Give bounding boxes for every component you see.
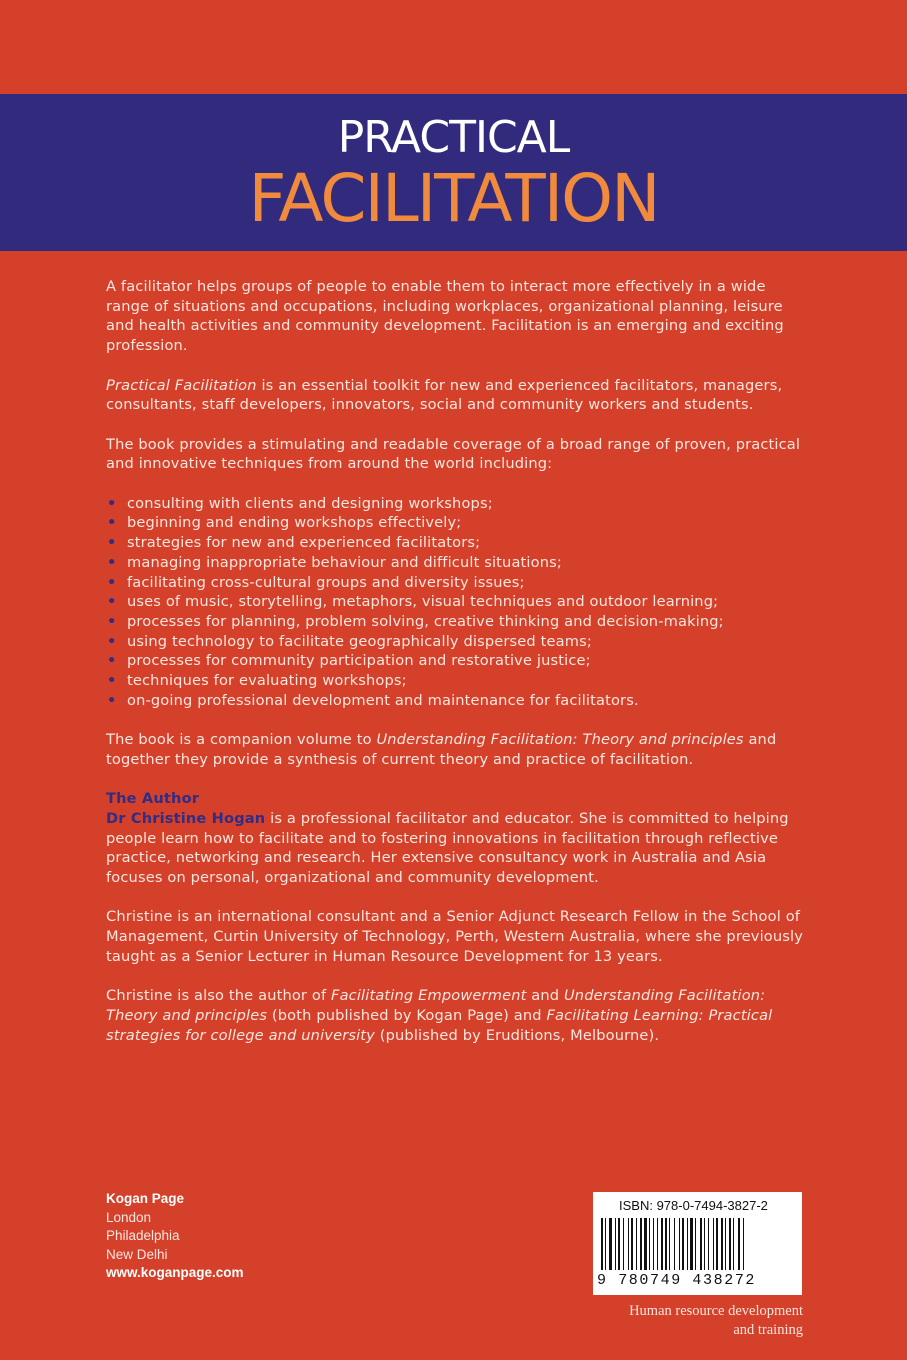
list-item: • processes for community participation and restorative justice; xyxy=(107,652,591,670)
barcode-bar xyxy=(733,1218,734,1270)
barcode-bar xyxy=(743,1218,744,1270)
barcode-bar xyxy=(725,1218,726,1270)
barcode-bar xyxy=(716,1218,718,1270)
barcode-bar xyxy=(623,1218,624,1270)
subject-category: Human resource development and training xyxy=(629,1303,803,1338)
list-item: • using technology to facilitate geographically dispersed teams; xyxy=(107,632,592,650)
barcode-bar xyxy=(713,1218,714,1270)
coverage-paragraph: The book provides a stimulating and readable coverage of a broad range of proven, practical and innovative techniques from around the world including: xyxy=(106,435,801,473)
list-item: • consulting with clients and designing workshops; xyxy=(107,494,493,512)
barcode-bar xyxy=(615,1218,616,1270)
author-heading: The Author xyxy=(106,790,200,808)
list-item: • managing inappropriate behaviour and difficult situations; xyxy=(107,553,562,571)
toolkit-paragraph: Practical Facilitation is an essential toolkit for new and experienced facilitators, managers, consultants, staff developers, innovators, social and community workers and students. xyxy=(106,376,783,414)
barcode-bar xyxy=(605,1218,606,1270)
publisher-city: New Delhi xyxy=(106,1246,168,1262)
barcode-bar xyxy=(661,1218,663,1270)
bullet-icon: • xyxy=(107,553,117,571)
barcode-bar xyxy=(687,1218,688,1270)
list-item: • strategies for new and experienced facilitators; xyxy=(107,534,481,552)
barcode-digits: 9 780749 438272 xyxy=(597,1272,757,1289)
intro-paragraph: A facilitator helps groups of people to enable them to interact more effectively in a wide range of situations and occupations, including workplaces, organizational planning, leisure and health activities and community development. Facilitation is an emerging and exciting profession. xyxy=(106,278,784,355)
barcode-bar xyxy=(704,1218,705,1270)
list-item: • techniques for evaluating workshops; xyxy=(107,672,407,690)
list-item: • beginning and ending workshops effectively; xyxy=(107,514,462,532)
bullet-icon: • xyxy=(107,593,117,611)
bullet-icon: • xyxy=(107,573,117,591)
technique-list xyxy=(106,494,806,711)
barcode-bar xyxy=(653,1218,654,1270)
barcode-bar xyxy=(665,1218,667,1270)
companion-paragraph: The book is a companion volume to Understanding Facilitation: Theory and principles and together they provide a synthesis of current theory and practice of facilitation. xyxy=(106,731,777,768)
barcode-bar xyxy=(618,1218,620,1270)
barcode-bar xyxy=(729,1218,731,1270)
author-books-paragraph: Christine is also the author of Facilitating Empowerment and Understanding Facilitation: Theory and principles (both published by Kogan Page) and Facilitating Learning: Practical strategies for college and university (published by Eruditions, Melbourne). xyxy=(106,987,773,1044)
author-bio: Dr Christine Hogan is a professional facilitator and educator. She is committed to helping people learn how to facilitate and to fostering innovations in facilitation through reflective practice, networking and research. Her extensive consultancy work in Australia and Asia focuses on personal, organizational and community development. xyxy=(106,809,789,887)
book-title-ref: Practical Facilitation xyxy=(106,376,257,394)
bullet-icon: • xyxy=(107,534,117,552)
barcode-bar xyxy=(628,1218,629,1270)
isbn-barcode xyxy=(593,1192,802,1295)
bullet-icon: • xyxy=(107,494,117,512)
barcode-bar xyxy=(700,1218,702,1270)
bullet-icon: • xyxy=(107,672,117,690)
barcode-bar xyxy=(674,1218,675,1270)
barcode-bar xyxy=(682,1218,684,1270)
barcode-bar xyxy=(669,1218,670,1270)
list-item: • processes for planning, problem solving, creative thinking and decision-making; xyxy=(107,612,724,630)
barcode-bar xyxy=(721,1218,723,1270)
author-name: Dr Christine Hogan xyxy=(106,809,266,827)
barcode-bar xyxy=(609,1218,612,1270)
author-section xyxy=(106,789,806,888)
barcode-bar xyxy=(695,1218,696,1270)
barcode-bar xyxy=(636,1218,637,1270)
barcode-bar xyxy=(657,1218,658,1270)
bullet-icon: • xyxy=(107,514,117,532)
back-cover-blurb xyxy=(106,277,806,1065)
barcode-bar xyxy=(644,1218,647,1270)
publisher-city: Philadelphia xyxy=(106,1228,180,1243)
title-line-1: PRACTICAL xyxy=(337,112,570,163)
barcode-bar xyxy=(690,1218,693,1270)
bullet-icon: • xyxy=(107,652,117,670)
publisher-imprint xyxy=(106,1190,244,1283)
publisher-city: London xyxy=(106,1209,152,1225)
publisher-name: Kogan Page xyxy=(106,1191,185,1206)
list-item: • on-going professional development and maintenance for facilitators. xyxy=(107,691,639,709)
title-line-2: FACILITATION xyxy=(248,160,659,237)
barcode-bar xyxy=(708,1218,709,1270)
barcode-bars xyxy=(599,1218,796,1270)
bullet-icon: • xyxy=(107,612,117,630)
author-career-paragraph: Christine is an international consultant and a Senior Adjunct Research Fellow in the School of Management, Curtin University of Technology, Perth, Western Australia, where she previously taught as a Senior Lecturer in Human Resource Development for 13 years. xyxy=(106,908,803,965)
companion-title-ref: Understanding Facilitation: Theory and principles xyxy=(376,731,744,749)
list-item: • facilitating cross-cultural groups and diversity issues; xyxy=(107,573,525,591)
bullet-icon: • xyxy=(107,691,117,709)
list-item: • uses of music, storytelling, metaphors, visual techniques and outdoor learning; xyxy=(107,593,719,611)
barcode-bar xyxy=(601,1218,603,1270)
barcode-bar xyxy=(649,1218,650,1270)
publisher-website: www.koganpage.com xyxy=(106,1265,244,1280)
barcode-bar xyxy=(738,1218,740,1270)
isbn-label: ISBN: 978-0-7494-3827-2 xyxy=(619,1198,768,1213)
barcode-bar xyxy=(640,1218,642,1270)
barcode-bar xyxy=(631,1218,633,1270)
bullet-icon: • xyxy=(107,632,117,650)
barcode-bar xyxy=(679,1218,680,1270)
